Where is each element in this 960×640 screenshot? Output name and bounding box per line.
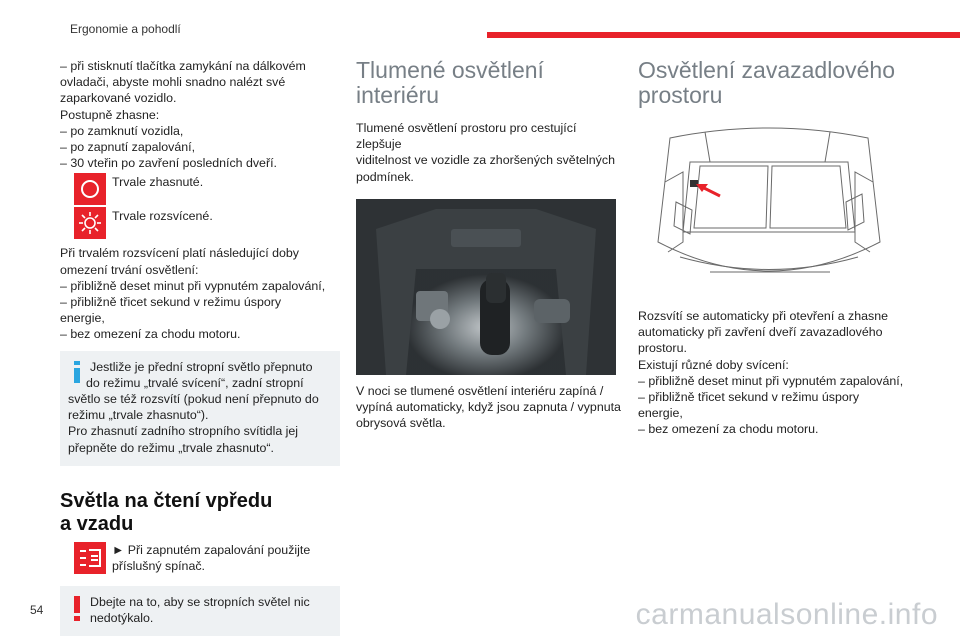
text-line: – bez omezení za chodu motoru. [60,327,241,342]
circle-off-icon [74,173,106,205]
warning-icon [72,596,82,626]
text-line: – bez omezení za chodu motoru. [638,422,819,437]
text-line: – přibližně třicet sekund v režimu úspory [60,295,282,310]
page-number: 54 [30,603,44,617]
text-line: automaticky při zavření dveří zavazadlového [638,325,883,340]
text-line: – přibližně deset minut při vypnutém zapalování, [638,373,904,388]
ambient-intro [356,120,624,185]
text-line: Při trvalém rozsvícení platí následující doby [60,246,299,261]
text-line: omezení trvání osvětlení: [60,262,199,277]
text-line: – při stisknutí tlačítka zamykání na dálkovém [60,59,306,73]
watermark: carmanualsonline.info [635,598,938,631]
console-photo [356,199,616,375]
text-line: Dbejte na to, aby se stropních světel nic [90,594,310,609]
running-header: Ergonomie a pohodlí [70,22,181,36]
text-line: světlo se též rozsvítí (pokud není přepnuto do [68,392,319,407]
title-line: a vzadu [60,512,134,535]
text-line: Tlumené osvětlení prostoru pro cestující zlepšuje [356,121,577,152]
text-line: – přibližně třicet sekund v režimu úspory [638,390,860,405]
text-line: – 30 vteřin po zavření posledních dveří. [60,156,277,171]
title-line: Světla na čtení vpředu [60,489,273,512]
text-line: ovladači, abyste mohli snadno nalézt své [60,75,286,90]
text-line: – po zamknutí vozidla, [60,123,184,138]
text-line: energie, [60,311,105,326]
text-line: přepněte do režimu „trvale zhasnuto“. [68,440,274,455]
info-box [60,351,340,466]
sun-on-icon [74,207,106,239]
text-line: ► Při zapnutém zapalování použijte [112,542,311,557]
boot-lighting-title [638,58,908,108]
title-line: interiéru [356,82,440,108]
reading-light-icon [74,542,106,574]
text-line: viditelnost ve vozidle za zhoršených světelných [356,153,615,168]
text-line: – přibližně deset minut při vypnutém zapalování, [60,278,326,293]
text-line: příslušný spínač. [112,558,205,573]
info-icon [72,361,82,387]
icon-row-off [60,173,340,205]
text-line: Postupně zhasne: [60,107,160,122]
text-line: nedotýkalo. [90,611,154,626]
text-line: V noci se tlumené osvětlení interiéru zapíná / [356,383,604,398]
text-line: energie, [638,406,683,421]
column-left [60,58,340,636]
intro-text [60,58,340,171]
boot-lighting-text [638,308,908,438]
title-line: Osvětlení zavazadlového [638,57,895,83]
permanent-lighting-text [60,245,340,342]
reading-lights-title [60,490,340,536]
text-line: režimu „trvale zhasnuto“). [68,408,209,423]
reading-instruction [60,542,340,574]
text-line: – po zapnutí zapalování, [60,140,196,155]
text-line: prostoru. [638,341,687,356]
boot-illustration [650,122,888,300]
ambient-caption [356,383,624,432]
title-line: Tlumené osvětlení [356,57,544,83]
column-right [638,58,908,438]
header-accent-bar [487,32,960,38]
text-line: obrysová světla. [356,416,446,431]
icon-row-on [60,207,340,239]
text-line: Rozsvítí se automaticky při otevření a zhasne [638,309,888,323]
text-line: Pro zhasnutí zadního stropního svítidla jej [68,424,299,439]
text-line: do režimu „trvalé svícení“, zadní stropní [86,375,304,390]
icon-off-label: Trvale zhasnuté. [112,175,204,190]
text-line: Jestliže je přední stropní světlo přepnuto [90,359,313,374]
text-line: podmínek. [356,169,414,184]
ambient-lighting-title [356,58,624,108]
text-line: Existují různé doby svícení: [638,357,789,372]
title-line: prostoru [638,82,723,108]
icon-on-label: Trvale rozsvícené. [112,209,213,224]
column-middle [356,58,624,431]
text-line: zaparkované vozidlo. [60,91,177,106]
text-line: vypíná automaticky, když jsou zapnuta / vypnuta [356,400,621,415]
warning-box [60,586,340,636]
